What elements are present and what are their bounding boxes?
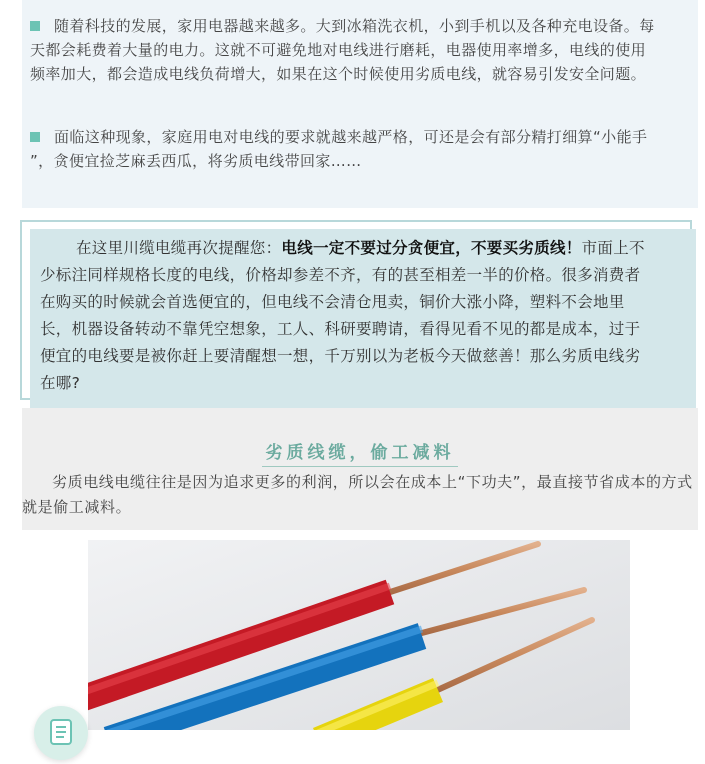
square-bullet-icon: [30, 21, 40, 31]
floating-action-button[interactable]: [34, 706, 88, 760]
notice-box: [30, 229, 656, 397]
notice-emphasis: 电线一定不要过分贪便宜，不要买劣质线！: [281, 239, 582, 257]
section-panel: [22, 408, 698, 530]
section-title: 劣质线缆，偷工减料: [265, 443, 455, 463]
section-body: 劣质电线电缆往往是因为追求更多的利润，所以会在成本上“下功夫”，最直接节省成本的方式就是偷工减料。: [22, 473, 693, 516]
document-scroll-icon: [34, 706, 88, 760]
intro-paragraph-1: 随着科技的发展，家用电器越来越多。大到冰箱洗衣机，小到手机以及各种充电设备。每天都会耗费着大量的电力。这就不可避免地对电线进行磨耗，电器使用率增多，电线的使用频率加大，都会造成电线负荷增大，如果在这个时候使用劣质电线，就容易引发安全问题。: [30, 17, 655, 83]
wire-photo: [88, 540, 630, 730]
square-bullet-icon: [30, 132, 40, 142]
section-title-divider: [262, 466, 458, 467]
notice-body: 市面上不少标注同样规格长度的电线，价格却参差不齐，有的甚至相差一半的价格。很多消费者在购买的时候就会首选便宜的，但电线不会清仓甩卖，铜价大涨小降，塑料不会地里长，机器设备转动不靠凭空想象，工人、科研要聘请，看得见看不见的都是成本，过于便宜的电线要是被你赶上要清醒想一想，千万别以为老板今天做慈善！那么劣质电线劣在哪?: [40, 239, 645, 392]
electric-wires-image: [88, 540, 630, 730]
intro-paragraph-2: 面临这种现象，家庭用电对电线的要求就越来越严格，可还是会有部分精打细算“小能手 ”，贪便宜捡芝麻丢西瓜，将劣质电线带回家……: [30, 128, 648, 170]
notice-lead: 在这里川缆电缆再次提醒您：: [76, 239, 282, 257]
